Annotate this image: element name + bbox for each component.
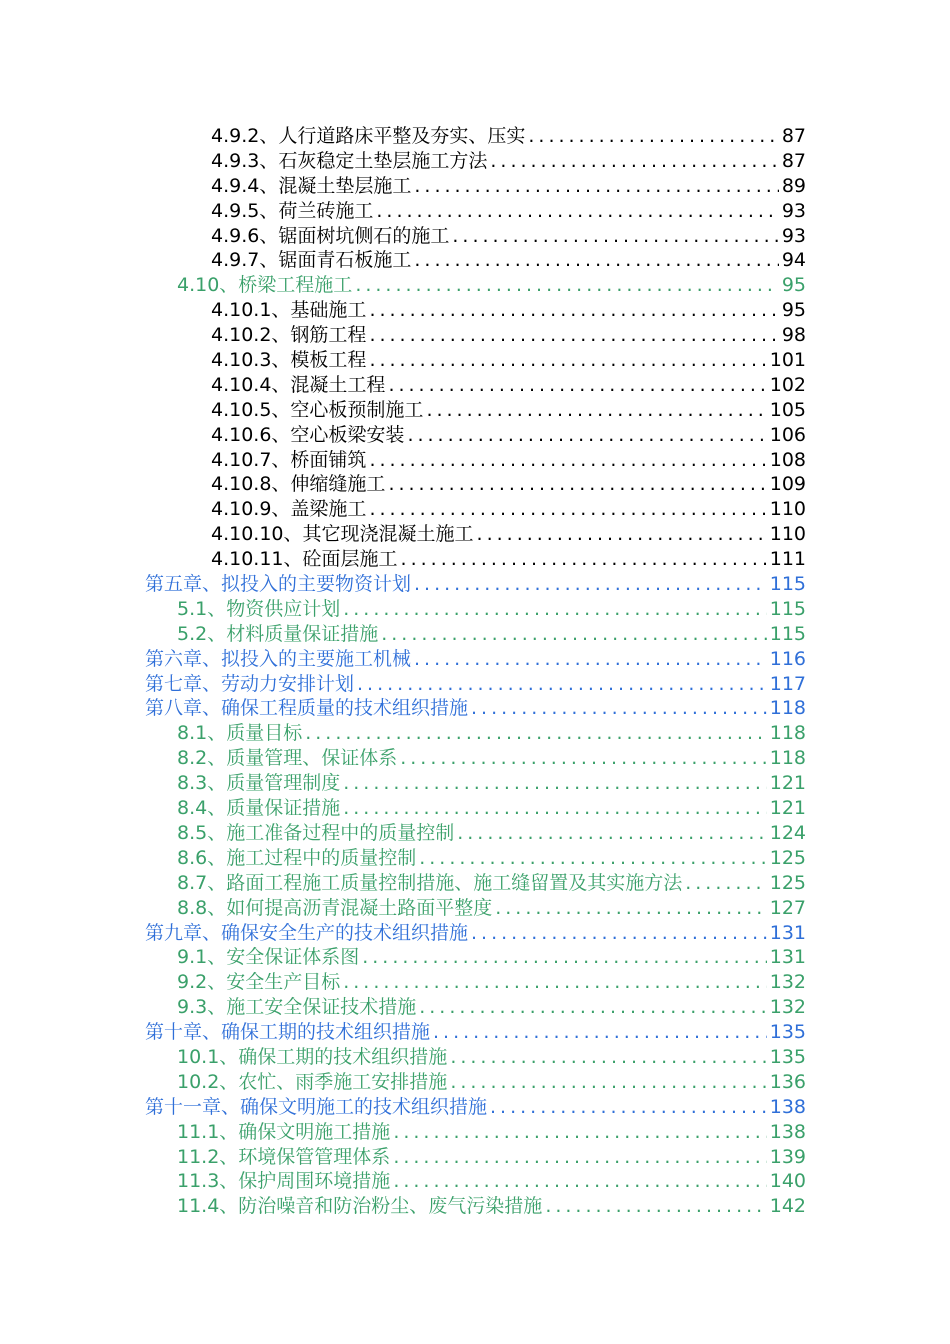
toc-entry-title: 4.10、桥梁工程施工	[177, 274, 353, 297]
toc-entry-page-number: 95	[781, 274, 806, 297]
toc-dot-leader	[393, 1169, 766, 1194]
toc-entry-page-number: 135	[769, 1045, 806, 1068]
toc-dot-leader	[381, 622, 767, 647]
toc-entry-section[interactable]	[0, 796, 806, 821]
toc-entry-section[interactable]	[0, 1070, 806, 1095]
toc-dot-leader	[477, 522, 767, 547]
toc-entry-title: 8.4、质量保证措施	[177, 797, 341, 820]
toc-entry-title: 4.10.8、伸缩缝施工	[211, 473, 386, 496]
toc-dot-leader	[471, 696, 767, 721]
toc-entry-title: 8.1、质量目标	[177, 722, 303, 745]
toc-dot-leader	[369, 298, 778, 323]
toc-entry-page-number: 105	[769, 398, 806, 421]
toc-entry-title: 11.4、防治噪音和防治粉尘、废气污染措施	[177, 1195, 543, 1218]
toc-entry-page-number: 106	[769, 423, 806, 446]
toc-dot-leader	[388, 373, 766, 398]
toc-entry-section[interactable]	[0, 1169, 806, 1194]
toc-entry-page-number: 108	[769, 448, 806, 471]
toc-entry-page-number: 94	[781, 249, 806, 272]
toc-entry-section[interactable]	[0, 273, 806, 298]
toc-dot-leader	[369, 448, 766, 473]
toc-entry-page-number: 118	[769, 747, 806, 770]
toc-entry-title: 4.9.2、人行道路床平整及夯实、压实	[211, 125, 526, 147]
toc-entry-page-number: 117	[769, 672, 806, 695]
toc-entry-title: 第七章、劳动力安排计划	[145, 672, 355, 695]
toc-entry-page-number: 118	[769, 722, 806, 745]
toc-entry-title: 11.3、保护周围环境措施	[177, 1170, 391, 1193]
toc-entry-page-number: 125	[769, 846, 806, 869]
toc-entry-title: 第十章、确保工期的技术组织措施	[145, 1021, 431, 1044]
toc-entry-page-number: 93	[781, 224, 806, 247]
toc-entry-chapter[interactable]	[0, 1095, 806, 1120]
toc-entry-page-number: 125	[769, 871, 806, 894]
toc-entry-section[interactable]	[0, 1045, 806, 1070]
toc-entry-section[interactable]	[0, 1194, 806, 1219]
toc-entry-section[interactable]	[0, 871, 806, 896]
toc-entry-title: 9.2、安全生产目标	[177, 971, 341, 994]
toc-dot-leader	[305, 721, 767, 746]
toc-entry-title: 4.10.3、模板工程	[211, 349, 367, 372]
toc-entry-page-number: 111	[769, 548, 806, 571]
toc-entry-title: 10.2、农忙、雨季施工安排措施	[177, 1070, 448, 1093]
toc-entry-chapter[interactable]	[0, 672, 806, 697]
toc-entry-section[interactable]	[0, 945, 806, 970]
toc-dot-leader	[545, 1194, 766, 1219]
toc-entry-page-number: 121	[769, 772, 806, 795]
toc-entry-page-number: 102	[769, 373, 806, 396]
toc-entry-page-number: 142	[769, 1195, 806, 1218]
toc-dot-leader	[685, 871, 767, 896]
toc-dot-leader	[450, 1070, 766, 1095]
toc-entry-page-number: 115	[769, 597, 806, 620]
toc-entry-page-number: 101	[769, 349, 806, 372]
toc-entry-title: 5.1、物资供应计划	[177, 597, 341, 620]
toc-entry-subsection[interactable]	[0, 323, 806, 348]
toc-dot-leader	[343, 796, 767, 821]
toc-dot-leader	[452, 224, 778, 249]
toc-entry-page-number: 121	[769, 797, 806, 820]
toc-entry-chapter[interactable]	[0, 921, 806, 946]
toc-dot-leader	[376, 199, 778, 224]
toc-dot-leader	[450, 1045, 766, 1070]
toc-entry-title: 第十一章、确保文明施工的技术组织措施	[145, 1095, 488, 1118]
toc-dot-leader	[357, 672, 767, 697]
toc-entry-title: 9.3、施工安全保证技术措施	[177, 996, 417, 1019]
toc-entry-title: 8.6、施工过程中的质量控制	[177, 846, 417, 869]
toc-entry-title: 4.10.10、其它现浇混凝土施工	[211, 523, 474, 546]
toc-entry-subsection[interactable]	[0, 373, 806, 398]
toc-entry-title: 8.7、路面工程施工质量控制措施、施工缝留置及其实施方法	[177, 871, 683, 894]
toc-dot-leader	[369, 323, 778, 348]
toc-dot-leader	[495, 896, 767, 921]
toc-entry-page-number: 115	[769, 622, 806, 645]
table-of-contents	[0, 124, 950, 1219]
toc-entry-page-number: 139	[769, 1145, 806, 1168]
toc-entry-title: 4.10.9、盖梁施工	[211, 498, 367, 521]
toc-entry-page-number: 138	[769, 1095, 806, 1118]
toc-entry-page-number: 116	[769, 647, 806, 670]
toc-entry-title: 4.9.3、石灰稳定土垫层施工方法	[211, 149, 488, 172]
toc-entry-page-number: 131	[769, 921, 806, 944]
toc-dot-leader	[393, 1120, 766, 1145]
toc-entry-subsection[interactable]	[0, 248, 806, 273]
toc-entry-page-number: 138	[769, 1120, 806, 1143]
toc-entry-title: 8.8、如何提高沥青混凝土路面平整度	[177, 896, 493, 919]
toc-entry-title: 8.5、施工准备过程中的质量控制	[177, 821, 455, 844]
toc-dot-leader	[426, 398, 766, 423]
toc-entry-page-number: 136	[769, 1070, 806, 1093]
toc-entry-title: 4.10.11、砼面层施工	[211, 548, 398, 571]
toc-entry-page-number: 110	[769, 523, 806, 546]
toc-dot-leader	[433, 1020, 767, 1045]
toc-entry-title: 4.10.6、空心板梁安装	[211, 423, 405, 446]
toc-entry-title: 5.2、材料质量保证措施	[177, 622, 379, 645]
toc-dot-leader	[490, 149, 778, 174]
toc-entry-title: 4.10.1、基础施工	[211, 299, 367, 322]
toc-entry-subsection[interactable]	[0, 149, 806, 174]
toc-entry-title: 4.9.4、混凝土垫层施工	[211, 174, 412, 197]
toc-dot-leader	[471, 921, 767, 946]
toc-entry-page-number: 118	[769, 697, 806, 720]
toc-entry-subsection[interactable]	[0, 174, 806, 199]
toc-dot-leader	[414, 248, 778, 273]
toc-entry-title: 4.9.6、锯面树坑侧石的施工	[211, 224, 450, 247]
toc-entry-page-number: 132	[769, 971, 806, 994]
toc-entry-title: 4.10.7、桥面铺筑	[211, 448, 367, 471]
toc-entry-section[interactable]	[0, 995, 806, 1020]
toc-entry-section[interactable]	[0, 597, 806, 622]
toc-dot-leader	[369, 497, 766, 522]
toc-entry-subsection[interactable]	[0, 522, 806, 547]
toc-entry-section[interactable]	[0, 1145, 806, 1170]
toc-dot-leader	[490, 1095, 767, 1120]
toc-entry-title: 第八章、确保工程质量的技术组织措施	[145, 697, 469, 720]
toc-dot-leader	[414, 647, 767, 672]
toc-entry-title: 8.2、质量管理、保证体系	[177, 747, 398, 770]
toc-entry-page-number: 131	[769, 946, 806, 969]
toc-dot-leader	[414, 572, 767, 597]
toc-entry-page-number: 109	[769, 473, 806, 496]
toc-dot-leader	[414, 174, 778, 199]
toc-entry-subsection[interactable]	[0, 423, 806, 448]
toc-entry-page-number: 110	[769, 498, 806, 521]
toc-entry-section[interactable]	[0, 771, 806, 796]
toc-entry-subsection[interactable]	[0, 199, 806, 224]
toc-entry-page-number: 87	[781, 149, 806, 172]
toc-entry-section[interactable]	[0, 970, 806, 995]
toc-entry-title: 8.3、质量管理制度	[177, 772, 341, 795]
toc-entry-section[interactable]	[0, 1120, 806, 1145]
toc-dot-leader	[343, 771, 767, 796]
toc-entry-page-number: 98	[781, 324, 806, 347]
toc-entry-chapter[interactable]	[0, 572, 806, 597]
toc-entry-title: 4.10.4、混凝土工程	[211, 373, 386, 396]
toc-entry-subsection[interactable]	[0, 398, 806, 423]
toc-dot-leader	[343, 597, 767, 622]
toc-entry-title: 4.10.5、空心板预制施工	[211, 398, 424, 421]
toc-entry-section[interactable]	[0, 821, 806, 846]
toc-entry-section[interactable]	[0, 896, 806, 921]
toc-entry-title: 第五章、拟投入的主要物资计划	[145, 573, 412, 596]
toc-entry-title: 第六章、拟投入的主要施工机械	[145, 647, 412, 670]
toc-entry-subsection[interactable]	[0, 348, 806, 373]
toc-entry-page-number: 140	[769, 1170, 806, 1193]
toc-entry-page-number: 93	[781, 199, 806, 222]
toc-entry-subsection[interactable]	[0, 448, 806, 473]
toc-entry-subsection[interactable]	[0, 547, 806, 572]
toc-dot-leader	[407, 423, 766, 448]
toc-entry-page-number: 115	[769, 573, 806, 596]
toc-dot-leader	[419, 846, 767, 871]
toc-entry-subsection[interactable]	[0, 497, 806, 522]
toc-entry-section[interactable]	[0, 622, 806, 647]
toc-entry-chapter[interactable]	[0, 647, 806, 672]
toc-dot-leader	[369, 348, 766, 373]
toc-entry-title: 4.10.2、钢筋工程	[211, 324, 367, 347]
toc-entry-page-number: 132	[769, 996, 806, 1019]
toc-dot-leader	[343, 970, 767, 995]
toc-dot-leader	[388, 472, 766, 497]
toc-entry-title: 11.2、环境保管管理体系	[177, 1145, 391, 1168]
toc-entry-subsection[interactable]	[0, 224, 806, 249]
toc-entry-title: 11.1、确保文明施工措施	[177, 1120, 391, 1143]
toc-entry-title: 第九章、确保安全生产的技术组织措施	[145, 921, 469, 944]
toc-dot-leader	[528, 124, 778, 149]
toc-entry-page-number: 135	[769, 1021, 806, 1044]
toc-dot-leader	[419, 995, 767, 1020]
toc-dot-leader	[457, 821, 767, 846]
toc-entry-subsection[interactable]	[0, 124, 806, 149]
toc-entry-title: 4.9.5、荷兰砖施工	[211, 199, 374, 222]
toc-entry-section[interactable]	[0, 846, 806, 871]
toc-entry-page-number: 124	[769, 821, 806, 844]
toc-entry-section[interactable]	[0, 746, 806, 771]
toc-entry-page-number: 127	[769, 896, 806, 919]
toc-entry-title: 10.1、确保工期的技术组织措施	[177, 1045, 448, 1068]
toc-dot-leader	[393, 1145, 766, 1170]
toc-entry-chapter[interactable]	[0, 1020, 806, 1045]
toc-dot-leader	[362, 945, 767, 970]
toc-dot-leader	[355, 273, 779, 298]
toc-dot-leader	[400, 746, 767, 771]
toc-entry-section[interactable]	[0, 721, 806, 746]
toc-entry-page-number: 89	[781, 174, 806, 197]
toc-entry-title: 4.9.7、锯面青石板施工	[211, 249, 412, 272]
toc-entry-subsection[interactable]	[0, 472, 806, 497]
toc-entry-page-number: 95	[781, 299, 806, 322]
toc-entry-title: 9.1、安全保证体系图	[177, 946, 360, 969]
toc-entry-page-number: 87	[781, 125, 806, 147]
toc-entry-chapter[interactable]	[0, 696, 806, 721]
toc-entry-subsection[interactable]	[0, 298, 806, 323]
toc-dot-leader	[401, 547, 767, 572]
